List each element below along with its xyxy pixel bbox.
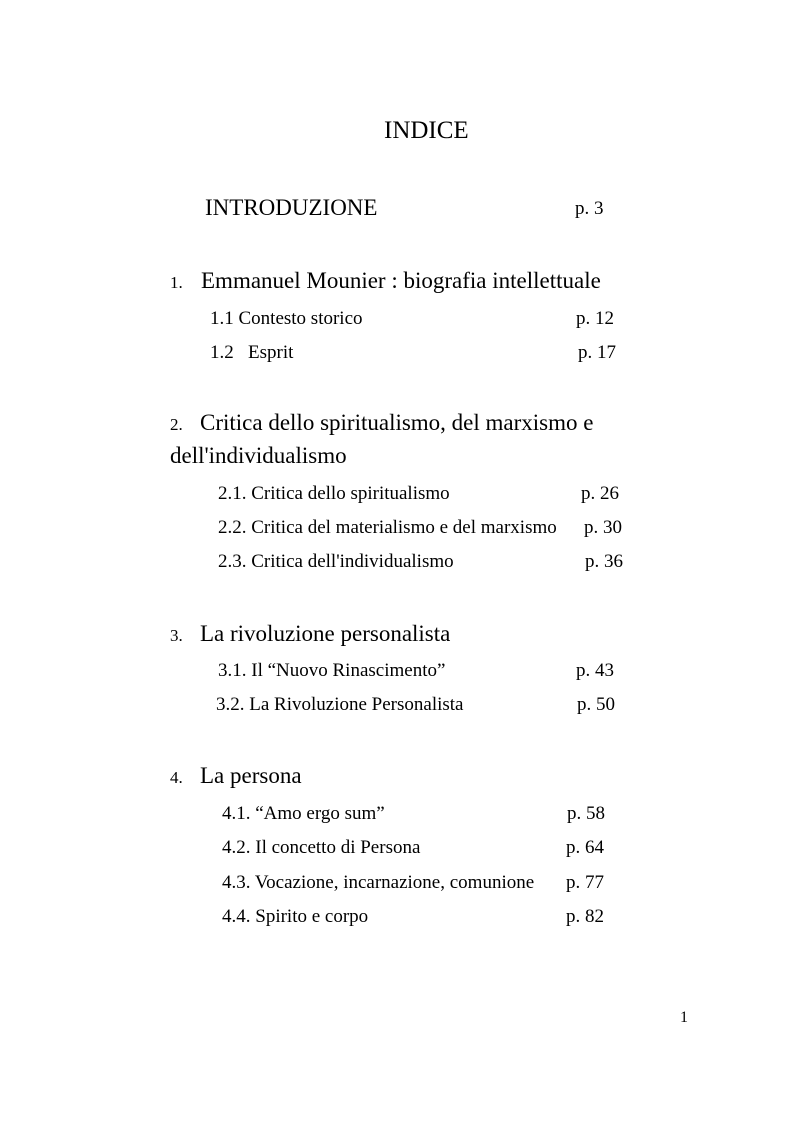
- section-3-2-page: p. 50: [577, 694, 615, 715]
- section-3-2-label: 3.2. La Rivoluzione Personalista: [216, 694, 464, 715]
- section-1-1-label: 1.1 Contesto storico: [210, 308, 363, 329]
- page-title: INDICE: [384, 117, 469, 144]
- section-2-3-label: 2.3. Critica dell'individualismo: [218, 551, 454, 572]
- section-1-2-label: 1.2 Esprit: [210, 342, 294, 363]
- chapter-1-number: 1.: [170, 273, 183, 292]
- section-3-1-page: p. 43: [576, 660, 614, 681]
- chapter-4-title: La persona: [200, 763, 302, 788]
- chapter-3-title: La rivoluzione personalista: [200, 621, 451, 646]
- intro-page: p. 3: [575, 198, 604, 219]
- section-4-1-page: p. 58: [567, 803, 605, 824]
- section-2-1-page: p. 26: [581, 483, 619, 504]
- section-2-1-label: 2.1. Critica dello spiritualismo: [218, 483, 450, 504]
- chapter-2-title-line-2: dell'individualismo: [170, 443, 347, 468]
- section-4-4-label: 4.4. Spirito e corpo: [222, 906, 369, 927]
- section-4-3-page: p. 77: [566, 872, 604, 893]
- section-4-1-label: 4.1. “Amo ergo sum”: [222, 803, 385, 824]
- chapter-2-title-line-1: Critica dello spiritualismo, del marxismo e: [200, 410, 594, 435]
- section-4-4-page: p. 82: [566, 906, 604, 927]
- section-4-2-label: 4.2. Il concetto di Persona: [222, 837, 421, 858]
- section-4-2-page: p. 64: [566, 837, 604, 858]
- section-4-3-label: 4.3. Vocazione, incarnazione, comunione: [222, 872, 535, 893]
- chapter-4-number: 4.: [170, 768, 183, 787]
- section-3-1-label: 3.1. Il “Nuovo Rinascimento”: [218, 660, 446, 681]
- page-number: 1: [680, 1009, 688, 1026]
- chapter-3-number: 3.: [170, 626, 183, 645]
- chapter-2-number: 2.: [170, 415, 183, 434]
- section-1-2-page: p. 17: [578, 342, 616, 363]
- section-2-2-label: 2.2. Critica del materialismo e del marxismo: [218, 517, 557, 538]
- section-2-2-page: p. 30: [584, 517, 622, 538]
- section-2-3-page: p. 36: [585, 551, 623, 572]
- intro-label: INTRODUZIONE: [205, 195, 378, 220]
- chapter-1-title: Emmanuel Mounier : biografia intellettuale: [201, 268, 601, 293]
- section-1-1-page: p. 12: [576, 308, 614, 329]
